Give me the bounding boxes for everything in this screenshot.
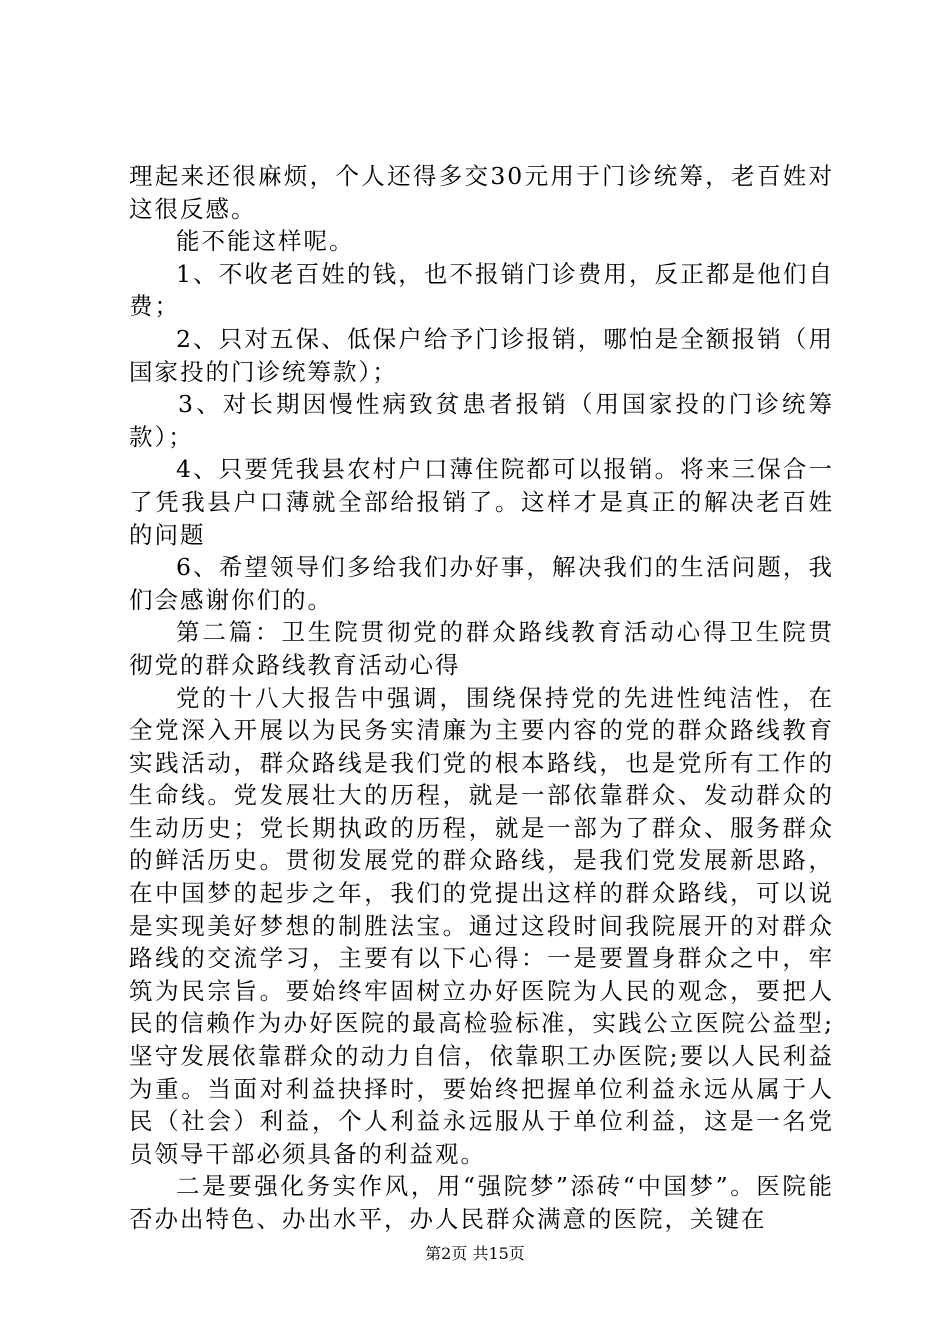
list-item-6: 6、希望领导们多给我们办好事，解决我们的生活问题，我们会感谢你们的。	[129, 553, 834, 614]
paragraph-main: 党的十八大报告中强调，围绕保持党的先进性纯洁性，在全党深入开展以为民务实清廉为主要内容的党的群众路线教育实践活动，群众路线是我们党的根本路线，也是党所有工作的生命线。党发展壮大的历程，就是一部依靠群众、发动群众的生动历史；党长期执政的历程，就是一部为了群众、服务群众的鲜活历史。贯彻发展党的群众路线，是我们党发展新思路，在中国梦的起步之年，我们的党提出这样的群众路线，可以说是实现美好梦想的制胜法宝。通过这段时间我院展开的对群众路线的交流学习，主要有以下心得：一是要置身群众之中，牢筑为民宗旨。要始终牢固树立办好医院为人民的观念，要把人民的信赖作为办好医院的最高检验标准，实践公立医院公益型;坚守发展依靠群众的动力自信，依靠职工办医院;要以人民利益为重。当面对利益抉择时，要始终把握单位利益永远从属于人民（社会）利益，个人利益永远服从于单位利益，这是一名党员领导干部必须具备的利益观。	[129, 683, 834, 1168]
list-item-2: 2、只对五保、低保户给予门诊报销，哪怕是全额报销（用国家投的门诊统筹款）；	[129, 324, 834, 386]
list-item-3: 3、对长期因慢性病致贫患者报销（用国家投的门诊统筹款）；	[129, 390, 834, 451]
paragraph-continuation: 理起来还很麻烦，个人还得多交30元用于门诊统筹，老百姓对这很反感。	[129, 162, 834, 223]
section-heading: 第二篇：卫生院贯彻党的群众路线教育活动心得卫生院贯彻党的群众路线教育活动心得	[129, 618, 834, 679]
list-item-1: 1、不收老百姓的钱，也不报销门诊费用，反正都是他们自费；	[129, 259, 834, 321]
paragraph-question: 能不能这样呢。	[176, 227, 355, 256]
document-body	[129, 160, 834, 1236]
list-item-4: 4、只要凭我县农村户口薄住院都可以报销。将来三保合一了凭我县户口薄就全部给报销了。这样才是真正的解决老百姓的问题	[129, 455, 834, 549]
paragraph-second-point: 二是要强化务实作风，用“强院梦”添砖“中国梦”。医院能否办出特色、办出水平，办人民群众满意的医院，关键在	[129, 1172, 834, 1233]
page-number-footer: 第2页 共15页	[425, 1244, 525, 1263]
